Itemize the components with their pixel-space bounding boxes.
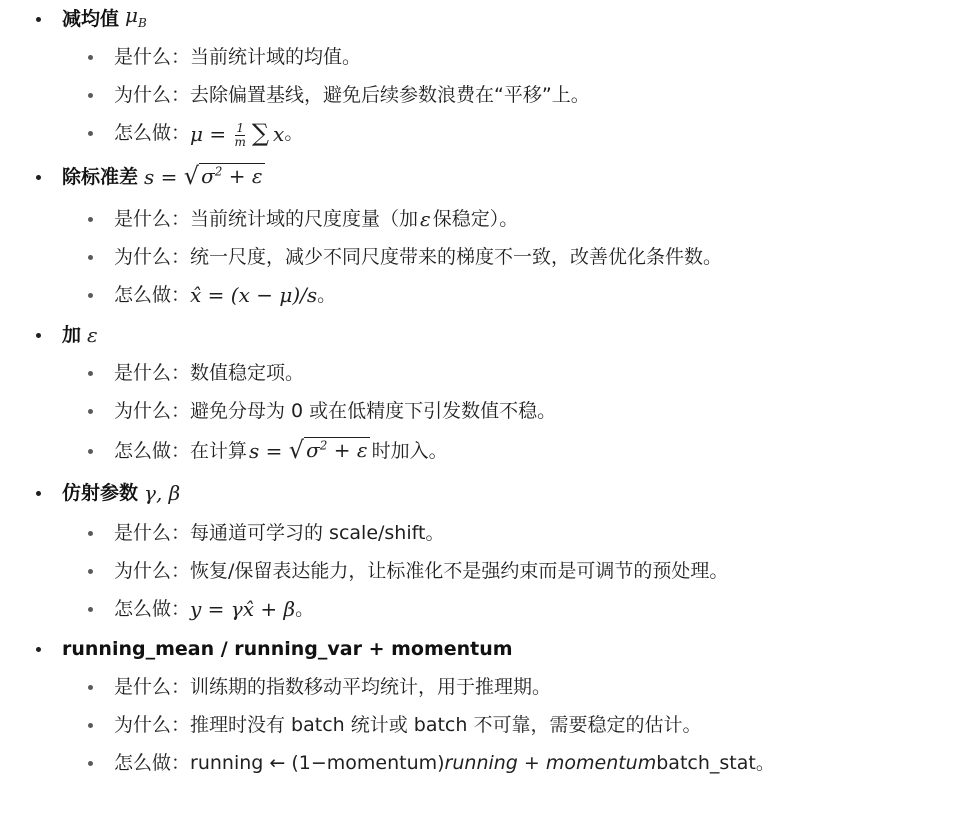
section-title: 减均值 (62, 8, 120, 30)
bullet-icon (88, 685, 93, 690)
formula: s = √ $\sigma^2 + \varepsilon$ (249, 436, 368, 464)
formula: x̂ = (x − μ)/s (190, 283, 318, 307)
item-text: 每通道可学习的 scale/shift。 (190, 522, 445, 544)
item-label: 是什么： (114, 676, 191, 698)
bullet-icon (36, 17, 41, 22)
list-item (114, 432, 448, 470)
bullet-icon (88, 569, 93, 574)
list-item (114, 744, 775, 782)
list-item (114, 392, 556, 430)
item-label: 怎么做： (114, 440, 191, 462)
item-text: 当前统计域的均值。 (190, 46, 362, 68)
fraction: $\frac{1}{m}$ (234, 120, 246, 149)
section-title: 除标准差 (62, 166, 139, 188)
item-label: 是什么： (114, 46, 191, 68)
bullet-icon (36, 647, 41, 652)
math-symbol: $\mu_B$ (125, 3, 147, 30)
item-label: 是什么： (114, 522, 191, 544)
section-title: 仿射参数 (62, 482, 139, 504)
list-item (114, 276, 336, 314)
bullet-icon (88, 293, 93, 298)
item-label: 怎么做： (114, 752, 191, 774)
item-label: 为什么： (114, 560, 191, 582)
list-item (114, 76, 590, 114)
item-label: 是什么： (114, 208, 191, 230)
list-item (114, 200, 518, 238)
item-text: 数值稳定项。 (190, 362, 305, 384)
item-text: 统一尺度，减少不同尺度带来的梯度不一致，改善优化条件数。 (190, 246, 723, 268)
item-text: 在计算 (190, 440, 248, 462)
list-item (114, 38, 361, 76)
list-item (114, 354, 304, 392)
bullet-icon (88, 761, 93, 766)
list-item (114, 706, 701, 744)
item-label: 是什么： (114, 362, 191, 384)
section-mean (62, 0, 147, 38)
bullet-icon (88, 449, 93, 454)
bullet-icon (88, 93, 93, 98)
bullet-icon (88, 723, 93, 728)
formula: μ = $\frac{1}{m}$ ∑ x (190, 118, 285, 149)
item-text: 避免分母为 0 或在低精度下引发数值不稳。 (190, 400, 557, 422)
item-text: running ← (1−momentum) (190, 752, 445, 774)
item-text-italic: running + momentum (444, 752, 657, 774)
bullet-icon (88, 607, 93, 612)
bullet-icon (36, 333, 41, 338)
bullet-icon (88, 131, 93, 136)
bullet-icon (88, 55, 93, 60)
item-text-tail: 。 (317, 284, 337, 306)
bullet-icon (88, 371, 93, 376)
item-text: 去除偏置基线，避免后续参数浪费在“平移”上。 (190, 84, 590, 106)
item-text-tail: batch_stat。 (656, 752, 775, 774)
section-running-stats (62, 630, 513, 668)
list-item (114, 552, 728, 590)
item-text-tail: 时加入。 (371, 440, 448, 462)
item-text: 当前统计域的尺度度量（加 (190, 208, 419, 230)
bullet-icon (36, 491, 41, 496)
math-symbol: γ, β (144, 481, 181, 505)
bullet-icon (88, 409, 93, 414)
item-text-tail: 。 (284, 122, 304, 144)
math-symbol: s = √ $\sigma^2 + \varepsilon$ (144, 162, 263, 190)
item-label: 怎么做： (114, 284, 191, 306)
list-item (114, 590, 314, 628)
bullet-icon (88, 531, 93, 536)
bullet-icon (88, 255, 93, 260)
item-label: 怎么做： (114, 122, 191, 144)
item-text-tail: 。 (295, 598, 315, 620)
section-title: 加 (62, 324, 82, 346)
epsilon-symbol: ε (420, 207, 431, 231)
section-std (62, 158, 265, 196)
formula: y = γx̂ + β (190, 597, 296, 621)
item-text: 训练期的指数移动平均统计，用于推理期。 (190, 676, 552, 698)
item-text-tail: 保稳定）。 (432, 208, 519, 230)
math-symbol: ε (87, 323, 98, 347)
item-text: 推理时没有 batch 统计或 batch 不可靠，需要稳定的估计。 (190, 714, 702, 736)
item-label: 怎么做： (114, 598, 191, 620)
section-affine (62, 474, 180, 512)
section-title: running_mean / running_var + momentum (62, 638, 513, 660)
list-item (114, 114, 303, 152)
item-label: 为什么： (114, 714, 191, 736)
bullet-icon (36, 175, 41, 180)
item-label: 为什么： (114, 246, 191, 268)
list-item (114, 668, 551, 706)
item-text: 恢复/保留表达能力，让标准化不是强约束而是可调节的预处理。 (190, 560, 729, 582)
list-item (114, 238, 722, 276)
sum-symbol: ∑ (251, 118, 270, 147)
section-epsilon (62, 316, 98, 354)
bullet-icon (88, 217, 93, 222)
list-item (114, 514, 444, 552)
item-label: 为什么： (114, 84, 191, 106)
item-label: 为什么： (114, 400, 191, 422)
